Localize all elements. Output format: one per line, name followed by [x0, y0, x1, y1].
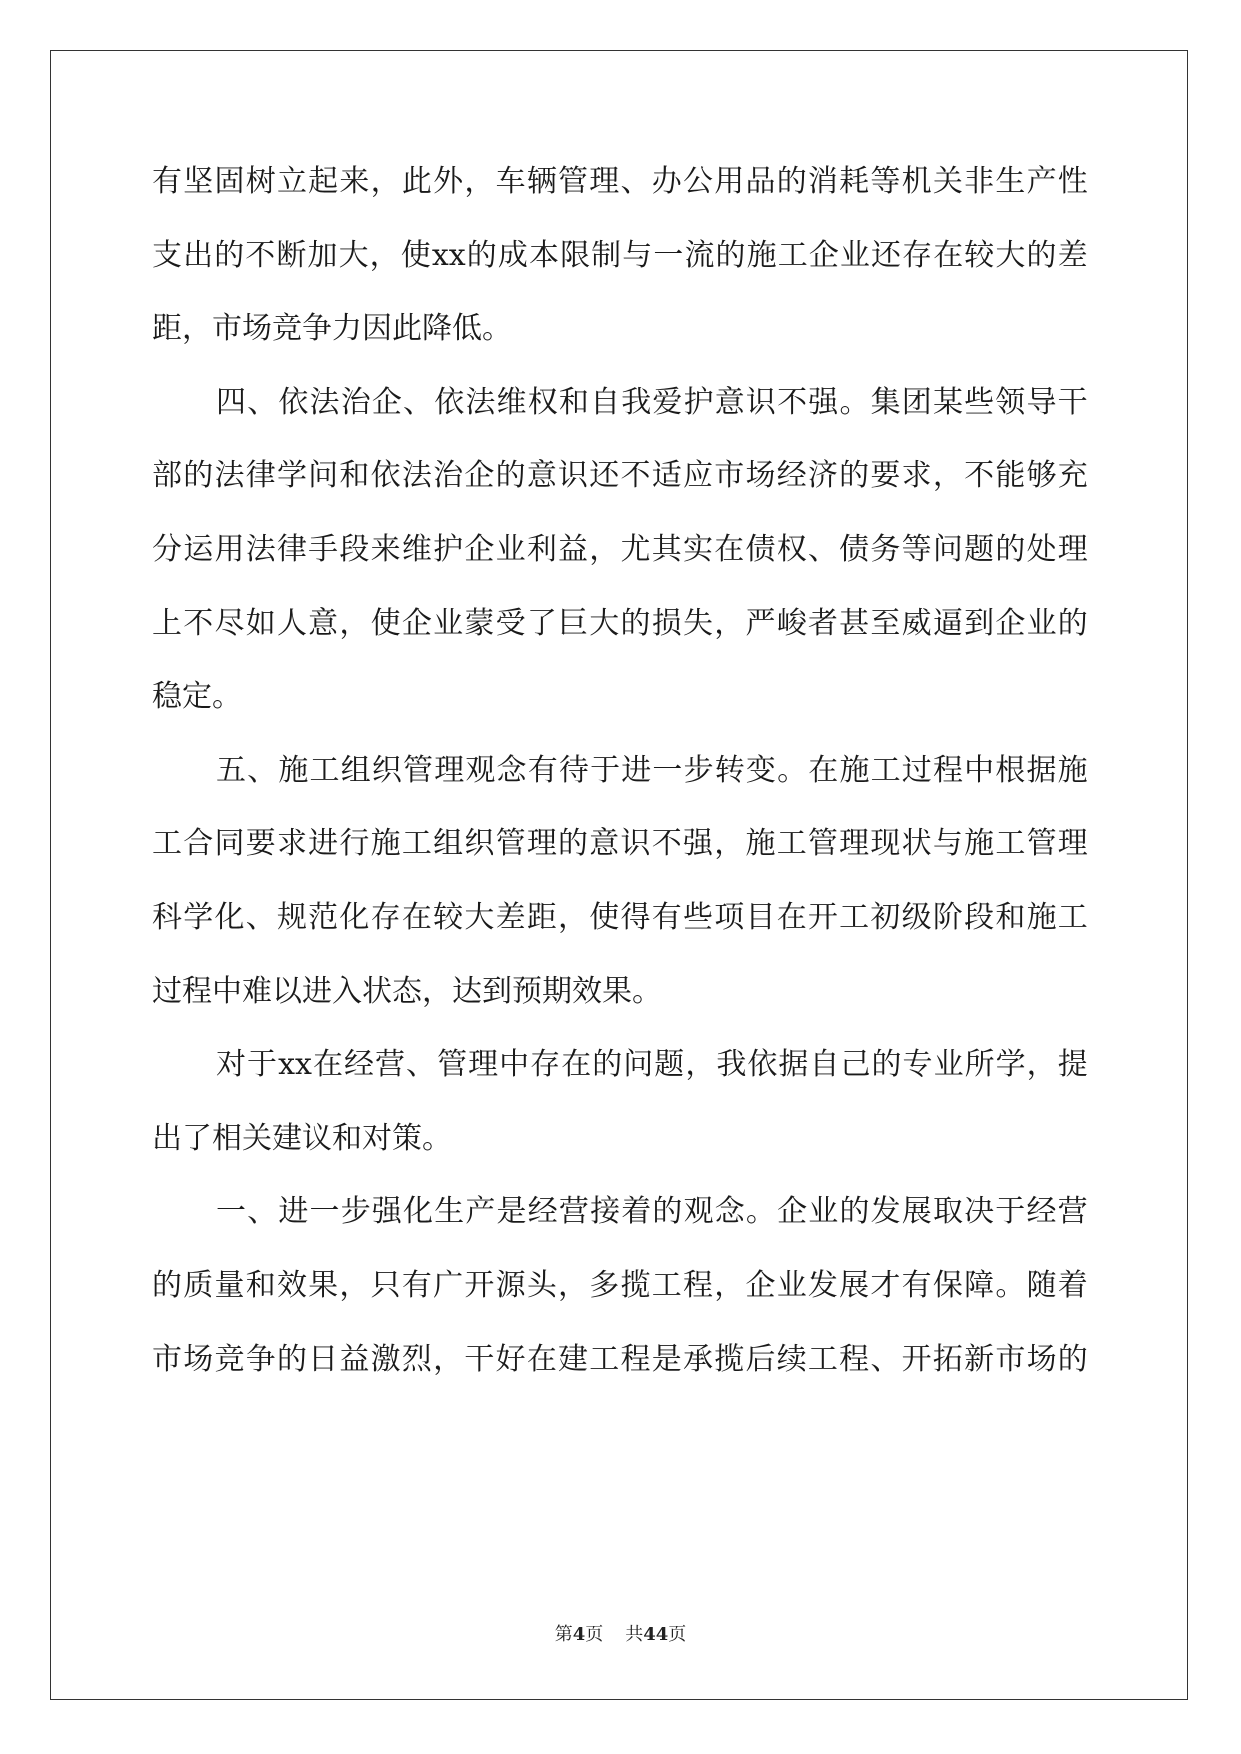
text-line: 四 、 依 法 治 企 、 依 法 维 权 和 自 我 爱 护 意 识 不 强 。 集 团 某 些 领 导 干	[216, 384, 1088, 420]
total-prefix: 共	[625, 1624, 644, 1645]
text-line: 有 坚 固 树 立 起 来 ， 此 外 ， 车 辆 管 理 、 办 公 用 品 的 消 耗 等 机 关 非 生 产 性	[152, 164, 1088, 199]
text-line: 对 于 xx 在 经 营 、 管 理 中 存 在 的 问 题 ， 我 依 据 自 己 的 专 业 所 学 ， 提	[216, 1047, 1088, 1083]
text-line: 工 合 同 要 求 进 行 施 工 组 织 管 理 的 意 识 不 强 ， 施 工 管 理 现 状 与 施 工 管 理	[152, 826, 1088, 862]
text-line: 距，市场竞争力因此降低。	[152, 311, 512, 347]
text-line: 五 、 施 工 组 织 管 理 观 念 有 待 于 进 一 步 转 变 。 在 施 工 过 程 中 根 据 施	[216, 752, 1088, 788]
text-line: 的 质 量 和 效 果 ， 只 有 广 开 源 头 ， 多 揽 工 程 ， 企 业 发 展 才 有 保 障 。 随 着	[152, 1267, 1088, 1303]
page-prefix: 第	[554, 1624, 573, 1645]
text-line: 部 的 法 律 学 问 和 依 法 治 企 的 意 识 还 不 适 应 市 场 经 济 的 要 求 ， 不 能 够 充	[152, 458, 1088, 494]
total-suffix: 页	[668, 1624, 687, 1645]
page-number: 4	[572, 1624, 586, 1645]
text-line: 出了相关建议和对策。	[152, 1120, 452, 1156]
text-line: 稳定。	[152, 679, 242, 715]
text-line: 支 出 的 不 断 加 大 ， 使 xx 的 成 本 限 制 与 一 流 的 施 工 企 业 还 存 在 较 大 的 差	[152, 237, 1088, 273]
text-line: 一 、 进 一 步 强 化 生 产 是 经 营 接 着 的 观 念 。 企 业 的 发 展 取 决 于 经 营	[216, 1194, 1088, 1230]
page-footer	[0, 1624, 1241, 1646]
text-line: 过程中难以进入状态，达到预期效果。	[152, 973, 662, 1009]
text-line: 市 场 竞 争 的 日 益 激 烈 ， 干 好 在 建 工 程 是 承 揽 后 续 工 程 、 开 拓 新 市 场 的	[152, 1341, 1088, 1377]
total-pages: 44	[643, 1624, 669, 1645]
document-body	[152, 165, 1088, 1416]
page-suffix: 页	[585, 1624, 604, 1645]
text-line: 分 运 用 法 律 手 段 来 维 护 企 业 利 益 ， 尤 其 实 在 债 权 、 债 务 等 问 题 的 处 理	[152, 531, 1088, 567]
text-line: 科 学 化 、 规 范 化 存 在 较 大 差 距 ， 使 得 有 些 项 目 在 开 工 初 级 阶 段 和 施 工	[152, 899, 1088, 935]
text-line: 上 不 尽 如 人 意 ， 使 企 业 蒙 受 了 巨 大 的 损 失 ， 严 峻 者 甚 至 威 逼 到 企 业 的	[152, 605, 1088, 641]
